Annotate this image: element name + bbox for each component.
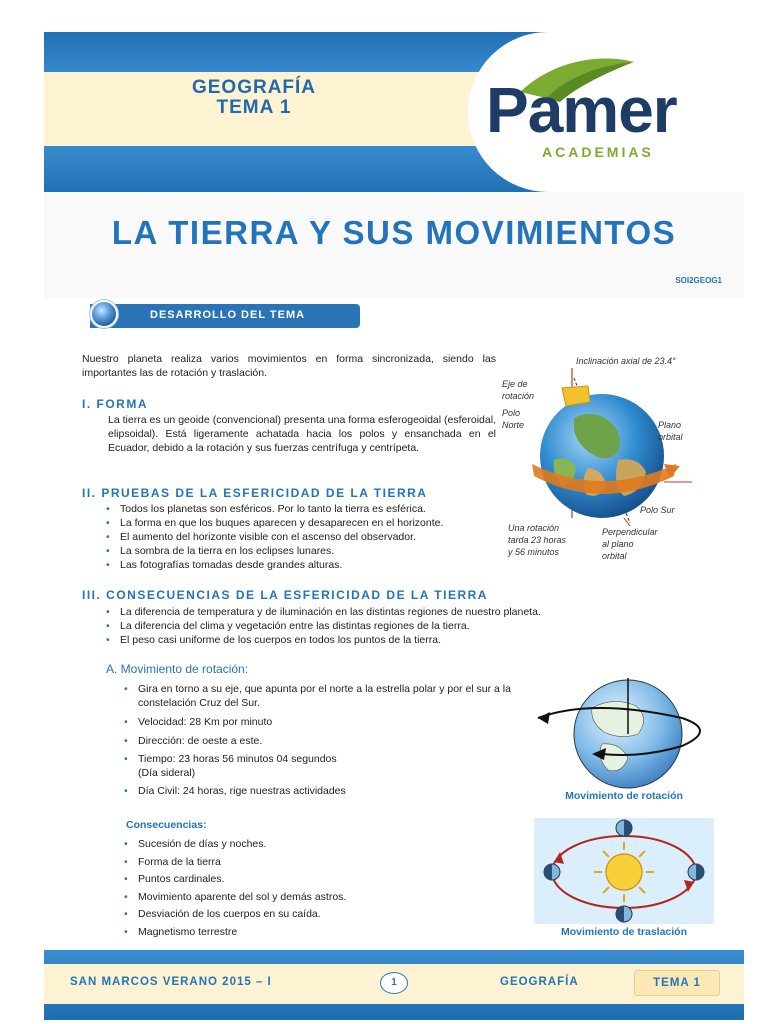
logo-subtitle: ACADEMIAS: [542, 144, 654, 160]
dia-sideral-note: (Día sideral): [138, 767, 196, 779]
consecuencias-esfericidad-list: [102, 605, 662, 647]
document-code: SOI2GEOG1: [675, 276, 722, 285]
list-item: • El aumento del horizonte visible con el ascenso del observador.: [102, 530, 502, 544]
list-item: • Desviación de los cuerpos en su caída.: [120, 906, 530, 924]
heading-rotacion: A. Movimiento de rotación:: [106, 662, 249, 676]
list-item: • El peso casi uniforme de los cuerpos en todos los puntos de la tierra.: [102, 633, 662, 647]
list-item: • La sombra de la tierra en los eclipses lunares.: [102, 544, 502, 558]
footer-course: SAN MARCOS VERANO 2015 – I: [70, 976, 272, 988]
heading-pruebas: II. PRUEBAS DE LA ESFERICIDAD DE LA TIERRA: [82, 486, 428, 500]
label-eje-1: Eje de: [502, 379, 528, 389]
subject-label: GEOGRAFÍA: [191, 77, 317, 98]
footer-subject: GEOGRAFÍA: [500, 976, 579, 988]
label-plano-2: orbital: [658, 432, 683, 442]
footer-band: [44, 950, 744, 1020]
heading-consecuencias-esfericidad: III. CONSECUENCIAS DE LA ESFERICIDAD DE LA TIERRA: [82, 588, 488, 602]
label-rotacion-1: Una rotación: [508, 523, 560, 533]
rotacion-list: [120, 683, 530, 768]
list-item: • Puntos cardinales.: [120, 871, 530, 889]
rotacion-list-2: [120, 784, 530, 798]
globe-bullet-icon: [90, 300, 118, 328]
caption-rotacion: Movimiento de rotación: [565, 790, 683, 802]
translation-illustration: [534, 818, 714, 924]
list-item: • Sucesión de días y noches.: [120, 836, 530, 854]
list-item: • La diferencia del clima y vegetación entre las distintas regiones de la tierra.: [102, 619, 662, 633]
pruebas-list: [102, 502, 502, 572]
footer-tema-badge: TEMA 1: [634, 970, 720, 996]
topic-label: TEMA 1: [216, 97, 292, 118]
page-number: 1: [380, 972, 408, 994]
list-item: • Magnetismo terrestre: [120, 924, 530, 942]
label-polo-norte-1: Polo: [502, 408, 521, 418]
list-item: • Movimiento aparente del sol y demás astros.: [120, 889, 530, 907]
page-title: LA TIERRA Y SUS MOVIMIENTOS: [111, 214, 677, 251]
list-item: • Forma de la tierra: [120, 854, 530, 872]
label-plano-1: Plano: [658, 420, 682, 430]
list-item: • Dirección: de oeste a este.: [120, 735, 530, 749]
label-rotacion-3: y 56 minutos: [508, 547, 560, 557]
label-polo-norte-2: Norte: [502, 420, 525, 430]
section-ribbon-label: DESARROLLO DEL TEMA: [150, 309, 306, 321]
label-perpendicular-3: orbital: [602, 551, 627, 561]
caption-traslacion: Movimiento de traslación: [560, 926, 688, 938]
label-rotacion-2: tarda 23 horas: [508, 535, 567, 545]
list-item: • Las fotografías tomadas desde grandes alturas.: [102, 558, 502, 572]
list-item: • Tiempo: 23 horas 56 minutos 04 segundos: [120, 753, 530, 767]
forma-paragraph: La tierra es un geoide (convencional) presenta una forma esferogeoidal (esferoidal, elipsoidal). Está ligeramente achatada hacia los polos y ensanchada en el Ecuador, debido a la rotación y sus fuerzas centrífuga y centrípeta.: [108, 414, 496, 454]
list-item: • Día Civil: 24 horas, rige nuestras actividades: [120, 784, 530, 798]
rotation-illustration: [532, 678, 716, 790]
list-item: • Todos los planetas son esféricos. Por lo tanto la tierra es esférica.: [102, 502, 502, 516]
header-band: [44, 32, 744, 192]
heading-forma: I. FORMA: [82, 397, 148, 411]
list-item: • Gira en torno a su eje, que apunta por el norte a la estrella polar y por el sur a la constelación Cruz del Sur.: [120, 683, 530, 710]
list-item: • La forma en que los buques aparecen y desaparecen en el horizonte.: [102, 516, 502, 530]
intro-paragraph: Nuestro planeta realiza varios movimientos en forma sincronizada, siendo las importantes las de rotación y traslación.: [82, 353, 496, 379]
subject-heading: [164, 78, 344, 118]
consecuencias-list: [120, 836, 530, 941]
list-item: • La diferencia de temperatura y de iluminación en las distintas regiones de nuestro planeta.: [102, 605, 662, 619]
title-band: [44, 192, 744, 298]
earth-globe-illustration: [514, 368, 694, 528]
heading-consecuencias: Consecuencias:: [126, 819, 207, 831]
logo-wordmark: Pamer: [486, 74, 677, 146]
label-perpendicular-2: al plano: [602, 539, 634, 549]
list-item: • Velocidad: 28 Km por minuto: [120, 716, 530, 730]
section-ribbon: [90, 304, 360, 328]
label-eje-2: rotación: [502, 391, 535, 401]
logo-panel: [468, 32, 744, 192]
label-perpendicular-1: Perpendicular: [602, 527, 658, 537]
label-inclinacion: Inclinación axial de 23.4°: [576, 356, 676, 366]
label-polo-sur: Polo Sur: [640, 505, 675, 515]
document-page: [44, 32, 744, 1020]
